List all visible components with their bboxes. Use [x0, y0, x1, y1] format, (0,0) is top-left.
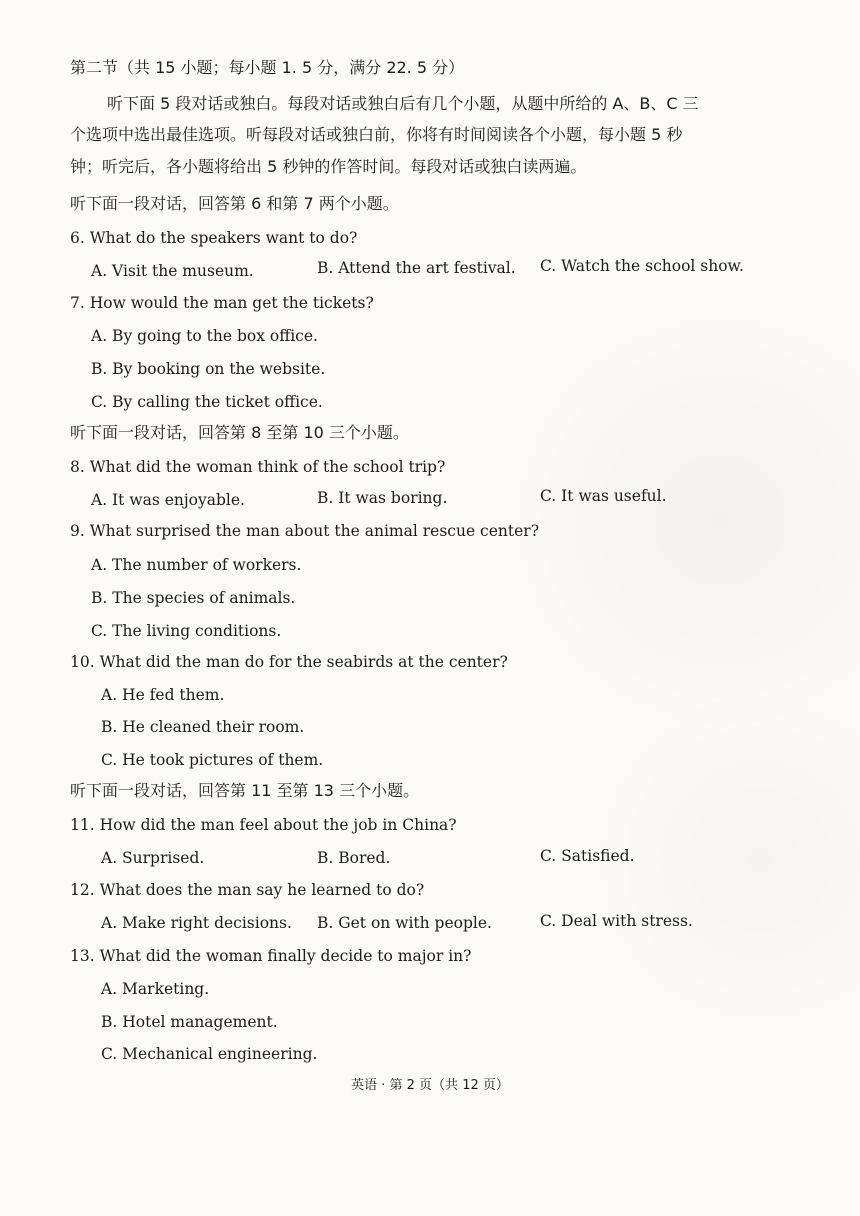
question-8-stem: 8. What did the woman think of the school trip?	[70, 458, 446, 476]
question-9-option-b: B. The species of animals.	[91, 589, 296, 607]
question-12-option-a: A. Make right decisions.	[101, 914, 292, 932]
page-footer: 英语 · 第 2 页（共 12 页）	[351, 1078, 509, 1093]
group-1-instruction: 听下面一段对话，回答第 6 和第 7 两个小题。	[70, 194, 399, 213]
group-3-instruction: 听下面一段对话，回答第 11 至第 13 三个小题。	[70, 781, 420, 800]
question-12-option-c: C. Deal with stress.	[540, 912, 693, 930]
section-title: 第二节（共 15 小题；每小题 1. 5 分，满分 22. 5 分）	[70, 58, 465, 77]
intro-line-3: 钟；听完后，各小题将给出 5 秒钟的作答时间。每段对话或独白读两遍。	[70, 157, 587, 176]
question-10-option-c: C. He took pictures of them.	[101, 751, 324, 769]
question-8-option-b: B. It was boring.	[317, 489, 448, 507]
question-13-option-c: C. Mechanical engineering.	[101, 1045, 318, 1063]
question-6-stem: 6. What do the speakers want to do?	[70, 229, 358, 247]
question-7-stem: 7. How would the man get the tickets?	[70, 294, 374, 312]
question-11-option-c: C. Satisfied.	[540, 847, 635, 865]
question-11-stem: 11. How did the man feel about the job in China?	[70, 816, 457, 834]
question-6-option-c: C. Watch the school show.	[540, 257, 744, 275]
question-13-option-b: B. Hotel management.	[101, 1013, 278, 1031]
question-10-option-a: A. He fed them.	[101, 686, 225, 704]
question-7-option-b: B. By booking on the website.	[91, 360, 326, 378]
question-9-stem: 9. What surprised the man about the animal rescue center?	[70, 522, 540, 540]
intro-line-1: 听下面 5 段对话或独白。每段对话或独白后有几个小题，从题中所给的 A、B、C 三	[107, 94, 699, 113]
question-6-option-a: A. Visit the museum.	[91, 262, 254, 280]
question-13-option-a: A. Marketing.	[101, 980, 210, 998]
group-2-instruction: 听下面一段对话，回答第 8 至第 10 三个小题。	[70, 423, 409, 442]
question-9-option-c: C. The living conditions.	[91, 622, 282, 640]
question-12-stem: 12. What does the man say he learned to do?	[70, 881, 425, 899]
question-10-option-b: B. He cleaned their room.	[101, 718, 305, 736]
intro-line-2: 个选项中选出最佳选项。听每段对话或独白前，你将有时间阅读各个小题，每小题 5 秒	[70, 125, 683, 144]
question-7-option-c: C. By calling the ticket office.	[91, 393, 323, 411]
question-6-option-b: B. Attend the art festival.	[317, 259, 516, 277]
question-11-option-a: A. Surprised.	[101, 849, 205, 867]
question-12-option-b: B. Get on with people.	[317, 914, 492, 932]
question-13-stem: 13. What did the woman finally decide to major in?	[70, 947, 472, 965]
question-8-option-a: A. It was enjoyable.	[91, 491, 245, 509]
question-10-stem: 10. What did the man do for the seabirds at the center?	[70, 653, 508, 671]
question-9-option-a: A. The number of workers.	[91, 556, 302, 574]
question-8-option-c: C. It was useful.	[540, 487, 667, 505]
question-7-option-a: A. By going to the box office.	[91, 327, 318, 345]
question-11-option-b: B. Bored.	[317, 849, 391, 867]
